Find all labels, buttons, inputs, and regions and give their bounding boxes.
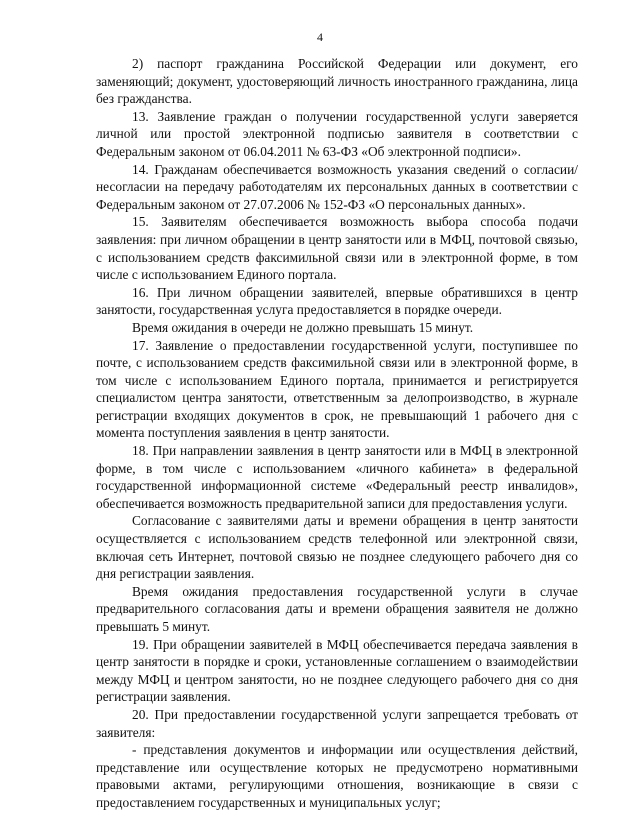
paragraph-17-registration: 17. Заявление о предоставлении государственной услуги, поступившее по почте, с использованием средств факсимильной связи или в электронной форме, в том числе с использованием Единого портала, принимается и регистрируется специалистом центра занятости, ответственным за делопроизводство, в журнале регистрации входящих документов в срок, не превышающий 1 рабочего дня с момента поступления заявления в центр занятости. [96, 337, 578, 441]
paragraph-item-2-passport: 2) паспорт гражданина Российской Федерации или документ, его заменяющий; документ, удостоверяющий личность иностранного гражданина, лица без гражданства. [96, 56, 578, 107]
paragraph-13-signature: 13. Заявление граждан о получении государственной услуги заверяется личной или простой электронной подписью заявителя в соответствии с Федеральным законом от 06.04.2011 № 63-ФЗ «Об электронной подписи». [96, 108, 578, 159]
paragraph-14-personal-data: 14. Гражданам обеспечивается возможность указания сведений о согласии/несогласии на передачу работодателям их персональных данных в соответствии с Федеральным законом от 27.07.2006 № 152-ФЗ «О персональных данных». [96, 161, 578, 212]
paragraph-18-electronic-submission: 18. При направлении заявления в центр занятости или в МФЦ в электронной форме, в том числе с использованием «личного кабинета» в федеральной государственной информационной системе «Федеральный реестр инвалидов», обеспечивается возможность предварительной записи для предоставления услуги. [96, 443, 578, 511]
paragraph-18-scheduling: Согласование с заявителями даты и времени обращения в центр занятости осуществляется с использованием средств телефонной или электронной связи, включая сеть Интернет, почтовой связью не позднее следующего рабочего дня со дня регистрации заявления. [96, 513, 578, 582]
paragraph-15-submission-methods: 15. Заявителям обеспечивается возможность выбора способа подачи заявления: при личном обращении в центр занятости или в МФЦ, почтовой связью, с использованием средств факсимильной связи или в электронной форме, в том числе с использованием Единого портала. [96, 214, 578, 283]
document-body [96, 55, 578, 812]
paragraph-16-wait-time: Время ожидания в очереди не должно превышать 15 минут. [132, 319, 474, 335]
page-number: 4 [317, 30, 323, 44]
paragraph-20-prohibitions: 20. При предоставлении государственной услуги запрещается требовать от заявителя: [96, 706, 578, 740]
paragraph-18-wait-time: Время ожидания предоставления государственной услуги в случае предварительного согласования даты и времени обращения заявителя не должно превышать 5 минут. [96, 583, 578, 634]
paragraph-19-mfc-transfer: 19. При обращении заявителей в МФЦ обеспечивается передача заявления в центр занятости в порядке и сроки, установленные соглашением о взаимодействии между МФЦ и центром занятости, но не позднее следующего рабочего дня со дня регистрации заявления. [96, 636, 578, 705]
paragraph-16-queue: 16. При личном обращении заявителей, впервые обратившихся в центр занятости, государственная услуга предоставляется в порядке очереди. [96, 284, 578, 318]
paragraph-20-list-item: - представления документов и информации или осуществления действий, представление или осуществление которых не предусмотрено нормативными правовыми актами, регулирующими отношения, возникающие в связи с предоставлением государственных и муниципальных услуг; [96, 742, 578, 810]
